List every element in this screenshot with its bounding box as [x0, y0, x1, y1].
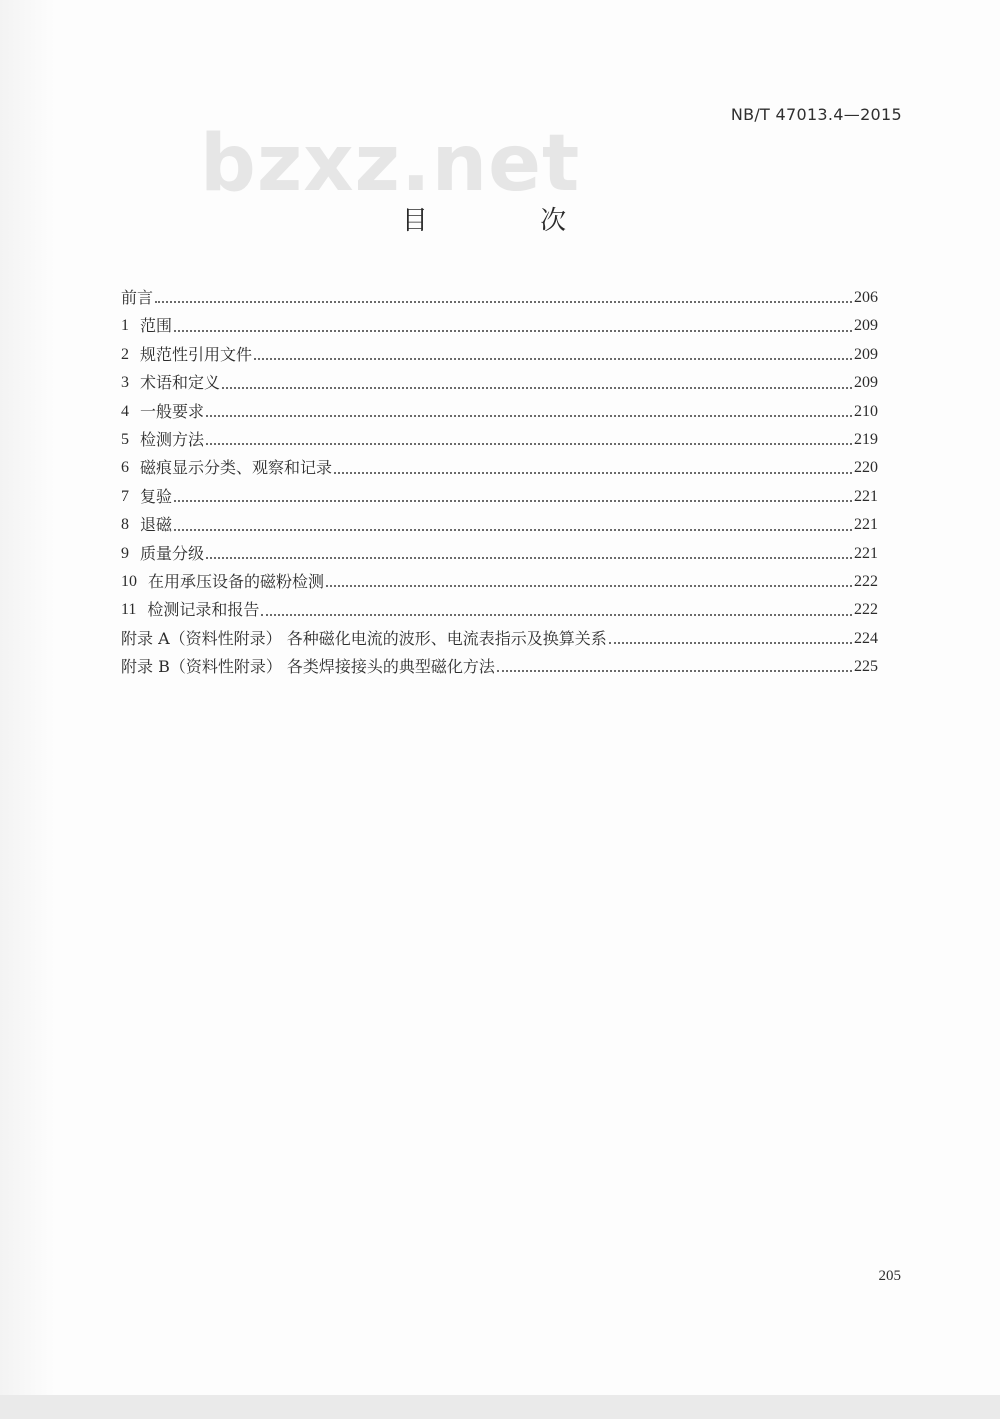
toc-leader-dots: [155, 301, 852, 303]
toc-entry: [121, 653, 878, 681]
toc-entry: [121, 511, 878, 539]
toc-entry-page: 224: [854, 629, 878, 647]
toc-leader-dots: [254, 358, 852, 360]
toc-title: 目 次: [401, 206, 619, 236]
toc-entry: [121, 625, 878, 653]
toc-leader-dots: [206, 415, 852, 417]
toc-leader-dots: [174, 330, 852, 332]
toc-leader-dots: [174, 529, 852, 531]
bottom-margin-strip: [0, 1395, 1000, 1419]
toc-entry: [121, 568, 878, 596]
toc-entry-title: 退磁: [140, 515, 173, 535]
toc-entry-title: 附录 B（资料性附录） 各类焊接接头的典型磁化方法: [121, 657, 495, 677]
toc-entry-number: 8: [121, 516, 129, 534]
toc-entry-page: 209: [854, 345, 878, 363]
toc-leader-dots: [174, 500, 852, 502]
toc-entry-page: 221: [854, 544, 878, 562]
toc-entry-title: 范围: [140, 316, 173, 336]
toc-entry-title: 一般要求: [140, 401, 205, 421]
toc-entry-number: 11: [121, 601, 137, 619]
toc-entry-page: 221: [854, 487, 878, 505]
standard-number: NB/T 47013.4—2015: [730, 105, 902, 124]
toc-entry-title: 复验: [140, 486, 173, 506]
toc-entry-page: 209: [854, 317, 878, 335]
toc-entry-number: 2: [121, 345, 129, 363]
toc-entry-title: 检测方法: [140, 429, 205, 449]
toc-entry-page: 219: [854, 430, 878, 448]
toc-entry-title: 在用承压设备的磁粉检测: [148, 571, 325, 591]
toc-leader-dots: [326, 585, 852, 587]
toc-entry-number: 7: [121, 487, 129, 505]
toc-entry-title: 规范性引用文件: [140, 344, 253, 364]
toc-entry: [121, 596, 878, 624]
toc-entry: [121, 426, 878, 454]
toc-entry: [121, 398, 878, 426]
toc-entry-page: 210: [854, 402, 878, 420]
toc-entry-title: 附录 A（资料性附录） 各种磁化电流的波形、电流表指示及换算关系: [121, 628, 607, 648]
toc-entry-title: 检测记录和报告: [147, 600, 260, 620]
toc-leader-dots: [334, 472, 852, 474]
toc-entry: [121, 483, 878, 511]
toc-entry-number: 1: [121, 317, 129, 335]
toc-leader-dots: [206, 557, 852, 559]
toc-entry-number: 10: [121, 572, 137, 590]
toc-entry-page: 222: [854, 572, 878, 590]
toc-entry: [121, 284, 878, 312]
toc-entry-page: 220: [854, 459, 878, 477]
toc-leader-dots: [206, 443, 852, 445]
toc-entry-number: 9: [121, 544, 129, 562]
toc-entry-title: 质量分级: [140, 543, 205, 563]
toc-entry-number: 5: [121, 430, 129, 448]
toc-leader-dots: [609, 642, 852, 644]
toc-entry-number: 6: [121, 459, 129, 477]
toc-entry-number: 4: [121, 402, 129, 420]
watermark: bzxz.net: [200, 119, 581, 209]
toc-entry: [121, 454, 878, 482]
toc-entry: [121, 369, 878, 397]
toc-leader-dots: [261, 614, 852, 616]
table-of-contents: [121, 284, 878, 681]
toc-entry: [121, 312, 878, 340]
toc-entry-title: 术语和定义: [140, 373, 221, 393]
toc-entry-title: 前言: [121, 287, 154, 307]
page-number: 205: [878, 1268, 901, 1284]
toc-entry-page: 225: [854, 658, 878, 676]
toc-leader-dots: [497, 670, 852, 672]
toc-entry-number: 3: [121, 374, 129, 392]
toc-entry-page: 222: [854, 601, 878, 619]
toc-leader-dots: [222, 387, 852, 389]
toc-entry: [121, 341, 878, 369]
toc-entry-page: 206: [854, 288, 878, 306]
toc-entry-title: 磁痕显示分类、观察和记录: [140, 458, 333, 478]
toc-entry: [121, 540, 878, 568]
toc-entry-page: 209: [854, 374, 878, 392]
toc-entry-page: 221: [854, 516, 878, 534]
